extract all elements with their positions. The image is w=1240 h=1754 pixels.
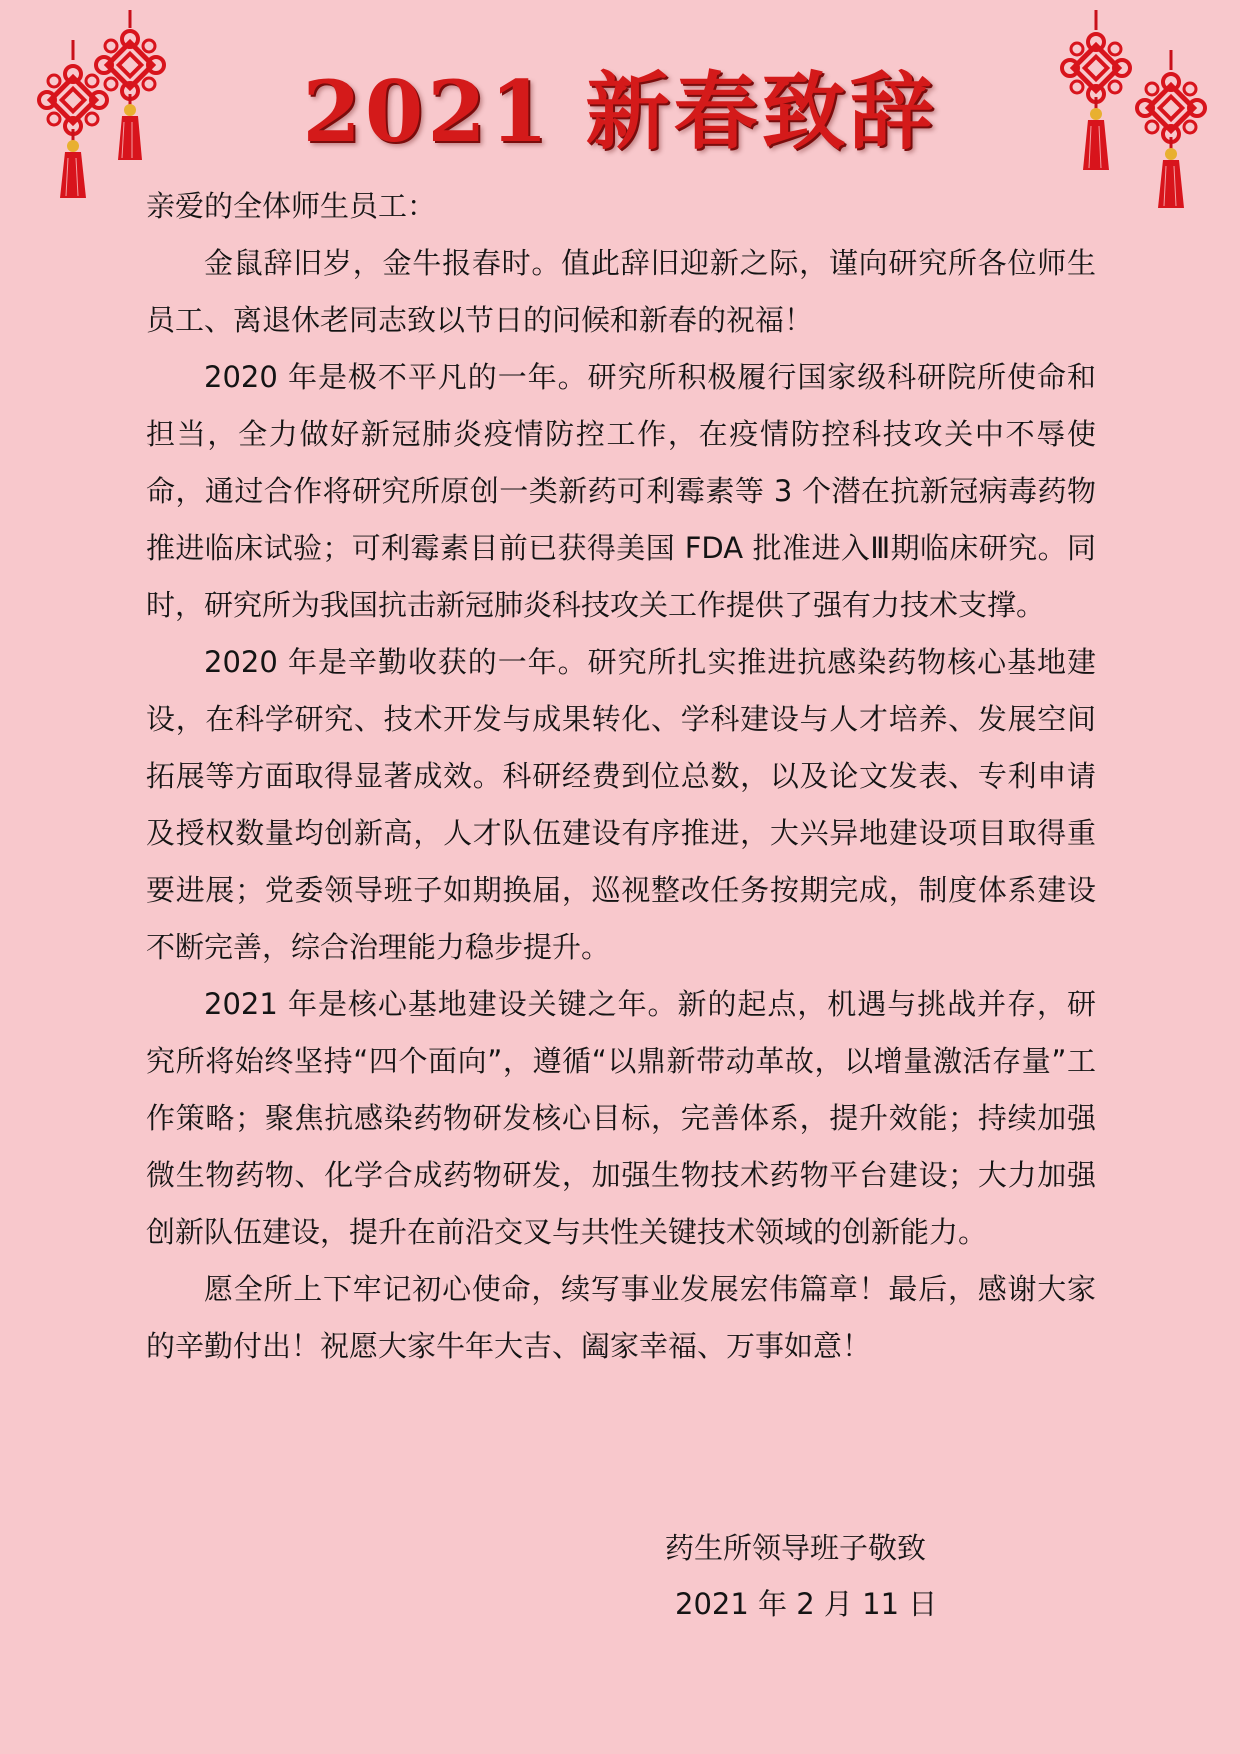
paragraph: 2021 年是核心基地建设关键之年。新的起点，机遇与挑战并存，研究所将始终坚持“四个面向”，遵循“以鼎新带动革故，以增量激活存量”工作策略；聚焦抗感染药物研发核心目标，完善体系，提升效能；持续加强微生物药物、化学合成药物研发，加强生物技术药物平台建设；大力加强创新队伍建设，提升在前沿交叉与共性关键技术领域的创新能力。 bbox=[146, 987, 1096, 1249]
signature-block bbox=[665, 1520, 965, 1632]
page-title: 2021 新春致辞 bbox=[302, 62, 938, 161]
signature-date: 2021 年 2 月 11 日 bbox=[675, 1587, 938, 1621]
signature-org: 药生所领导班子敬致 bbox=[665, 1531, 927, 1565]
paragraph: 2020 年是极不平凡的一年。研究所积极履行国家级科研院所使命和担当，全力做好新冠肺炎疫情防控工作，在疫情防控科技攻关中不辱使命，通过合作将研究所原创一类新药可利霉素等 3 个潜在抗新冠病毒药物推进临床试验；可利霉素目前已获得美国 FDA 批准进入Ⅲ期临床研究。同时，研究所为我国抗击新冠肺炎科技攻关工作提供了强有力技术支撑。 bbox=[146, 360, 1096, 622]
paragraph: 金鼠辞旧岁，金牛报春时。值此辞旧迎新之际，谨向研究所各位师生员工、离退休老同志致以节日的问候和新春的祝福！ bbox=[146, 246, 1096, 337]
paragraph: 2020 年是辛勤收获的一年。研究所扎实推进抗感染药物核心基地建设，在科学研究、技术开发与成果转化、学科建设与人才培养、发展空间拓展等方面取得显著成效。科研经费到位总数，以及论文发表、专利申请及授权数量均创新高，人才队伍建设有序推进，大兴异地建设项目取得重要进展；党委领导班子如期换届，巡视整改任务按期完成，制度体系建设不断完善，综合治理能力稳步提升。 bbox=[146, 645, 1096, 964]
salutation: 亲爱的全体师生员工： bbox=[146, 189, 437, 223]
letter-body bbox=[146, 178, 1096, 1375]
paragraph: 愿全所上下牢记初心使命，续写事业发展宏伟篇章！最后，感谢大家的辛勤付出！祝愿大家牛年大吉、阖家幸福、万事如意！ bbox=[146, 1272, 1096, 1363]
